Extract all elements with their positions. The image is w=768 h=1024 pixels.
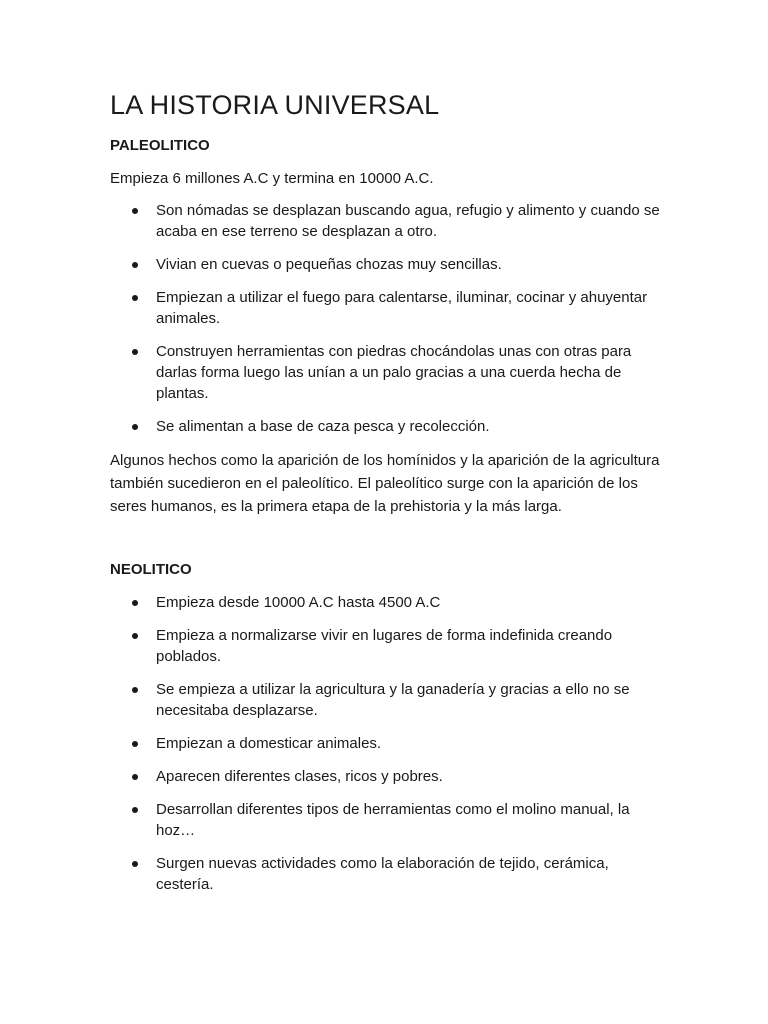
list-item-text: Son nómadas se desplazan buscando agua, refugio y alimento y cuando se acaba en ese terreno se desplazan a otro. — [156, 202, 660, 240]
list-item — [110, 416, 668, 437]
list-item — [110, 287, 668, 329]
document-title: LA HISTORIA UNIVERSAL — [110, 90, 440, 120]
list-item — [110, 625, 668, 667]
paleolitico-closing-paragraph: Algunos hechos como la aparición de los homínidos y la aparición de la agricultura también sucedieron en el paleolítico. El paleolítico surge con la aparición de los seres humanos, es la primera etapa de la prehistoria y la más larga. — [110, 452, 660, 515]
section-heading-paleolitico: PALEOLITICO — [110, 137, 210, 154]
list-item-text: Aparecen diferentes clases, ricos y pobres. — [156, 768, 443, 785]
bullet-icon — [132, 807, 138, 813]
neolitico-bullet-list — [110, 592, 668, 895]
list-item-text: Empiezan a domesticar animales. — [156, 735, 382, 752]
paleolitico-intro: Empieza 6 millones A.C y termina en 10000 A.C. — [110, 170, 434, 187]
bullet-icon — [132, 600, 138, 606]
list-item-text: Construyen herramientas con piedras chocándolas unas con otras para darlas forma luego las unían a un palo gracias a una cuerda hecha de plantas. — [156, 343, 632, 402]
bullet-icon — [132, 687, 138, 693]
list-item — [110, 733, 668, 754]
list-item-text: Empieza a normalizarse vivir en lugares de forma indefinida creando poblados. — [156, 627, 613, 665]
bullet-icon — [132, 424, 138, 430]
list-item — [110, 799, 668, 841]
bullet-icon — [132, 262, 138, 268]
list-item — [110, 254, 668, 275]
bullet-icon — [132, 774, 138, 780]
list-item-text: Desarrollan diferentes tipos de herramientas como el molino manual, la hoz… — [156, 801, 630, 839]
list-item-text: Empieza desde 10000 A.C hasta 4500 A.C — [156, 594, 441, 611]
list-item — [110, 679, 668, 721]
bullet-icon — [132, 349, 138, 355]
bullet-icon — [132, 208, 138, 214]
bullet-icon — [132, 633, 138, 639]
bullet-icon — [132, 295, 138, 301]
list-item-text: Empiezan a utilizar el fuego para calentarse, iluminar, cocinar y ahuyentar animales. — [156, 289, 648, 327]
list-item — [110, 592, 668, 613]
section-spacer — [110, 528, 668, 560]
list-item — [110, 853, 668, 895]
list-item — [110, 200, 668, 242]
list-item — [110, 766, 668, 787]
list-item-text: Se alimentan a base de caza pesca y recolección. — [156, 418, 490, 435]
list-item-text: Vivian en cuevas o pequeñas chozas muy sencillas. — [156, 256, 502, 273]
list-item — [110, 341, 668, 404]
bullet-icon — [132, 741, 138, 747]
paleolitico-bullet-list — [110, 200, 668, 437]
list-item-text: Surgen nuevas actividades como la elaboración de tejido, cerámica, cestería. — [156, 855, 609, 893]
list-item-text: Se empieza a utilizar la agricultura y la ganadería y gracias a ello no se necesitaba desplazarse. — [156, 681, 630, 719]
bullet-icon — [132, 861, 138, 867]
section-heading-neolitico: NEOLITICO — [110, 561, 192, 578]
